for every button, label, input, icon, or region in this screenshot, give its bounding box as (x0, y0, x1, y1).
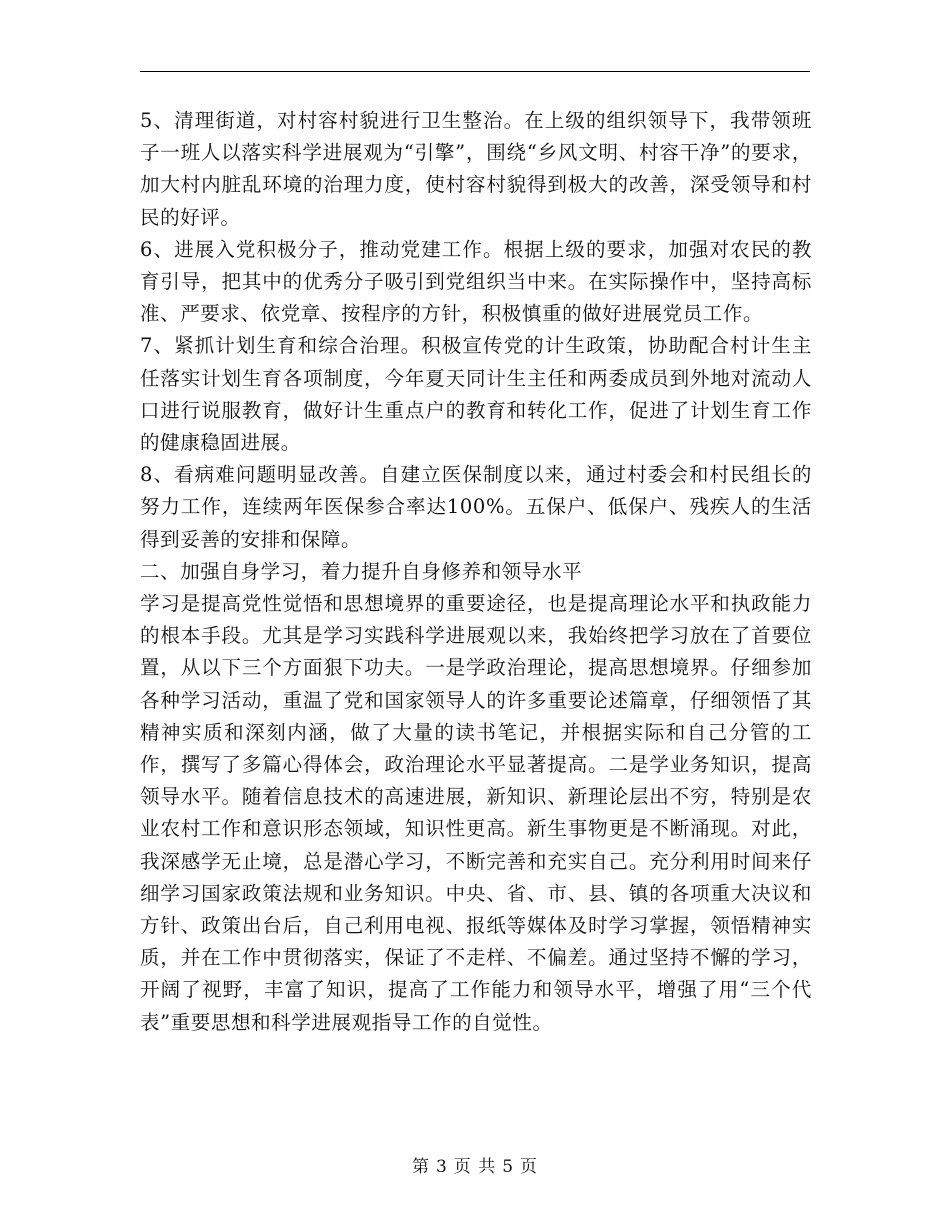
section-heading: 二、加强自身学习，着力提升自身修养和领导水平 (140, 559, 583, 583)
page-total: 5 (502, 1157, 515, 1177)
paragraph-item-7: 7、紧抓计划生育和综合治理。积极宣传党的计生政策，协助配合村计生主任落实计划生育各项制度，今年夏天同计生主任和两委成员到外地对流动人口进行说服教育，做好计生重点户的教育和转化工作，促进了计划生育工作的健康稳固进展。 (140, 334, 812, 455)
footer-prefix: 第 (411, 1157, 430, 1177)
footer-suffix: 页 (520, 1157, 539, 1177)
header-rule (140, 71, 810, 72)
paragraph-study: 学习是提高党性觉悟和思想境界的重要途径，也是提高理论水平和执政能力的根本手段。尤其是学习实践科学进展观以来，我始终把学习放在了首要位置，从以下三个方面狠下功夫。一是学政治理论，提高思想境界。仔细参加各种学习活动，重温了党和国家领导人的许多重要论述篇章，仔细领悟了其精神实质和深刻内涵，做了大量的读书笔记，并根据实际和自己分管的工作，撰写了多篇心得体会，政治理论水平显著提高。二是学业务知识，提高领导水平。随着信息技术的高速进展，新知识、新理论层出不穷，特别是农业农村工作和意识形态领域，知识性更高。新生事物更是不断涌现。对此，我深感学无止境，总是潜心学习，不断完善和充实自己。充分利用时间来仔细学习国家政策法规和业务知识。中央、省、市、县、镇的各项重大决议和方针、政策出台后，自己利用电视、报纸等媒体及时学习掌握，领悟精神实质，并在工作中贯彻落实，保证了不走样、不偏差。通过坚持不懈的学习，开阔了视野，丰富了知识，提高了工作能力和领导水平，增强了用“三个代表”重要思想和科学进展观指导工作的自觉性。 (140, 592, 812, 1034)
footer-middle: 页 共 (453, 1157, 497, 1177)
page-footer (0, 1152, 950, 1177)
document-body (140, 105, 812, 1039)
paragraph-item-8: 8、看病难问题明显改善。自建立医保制度以来，通过村委会和村民组长的努力工作，连续两年医保参合率达100%。五保户、低保户、残疾人的生活得到妥善的安排和保障。 (140, 463, 812, 551)
paragraph-item-6: 6、进展入党积极分子，推动党建工作。根据上级的要求，加强对农民的教育引导，把其中的优秀分子吸引到党组织当中来。在实际操作中，坚持高标准、严要求、依党章、按程序的方针，积极慎重的做好进展党员工作。 (140, 237, 812, 326)
paragraph-item-5: 5、清理街道，对村容村貌进行卫生整治。在上级的组织领导下，我带领班子一班人以落实科学进展观为“引擎”，围绕“乡风文明、村容干净”的要求，加大村内脏乱环境的治理力度，使村容村貌得到极大的改善，深受领导和村民的好评。 (140, 109, 812, 229)
page-number: 3 (435, 1157, 448, 1177)
